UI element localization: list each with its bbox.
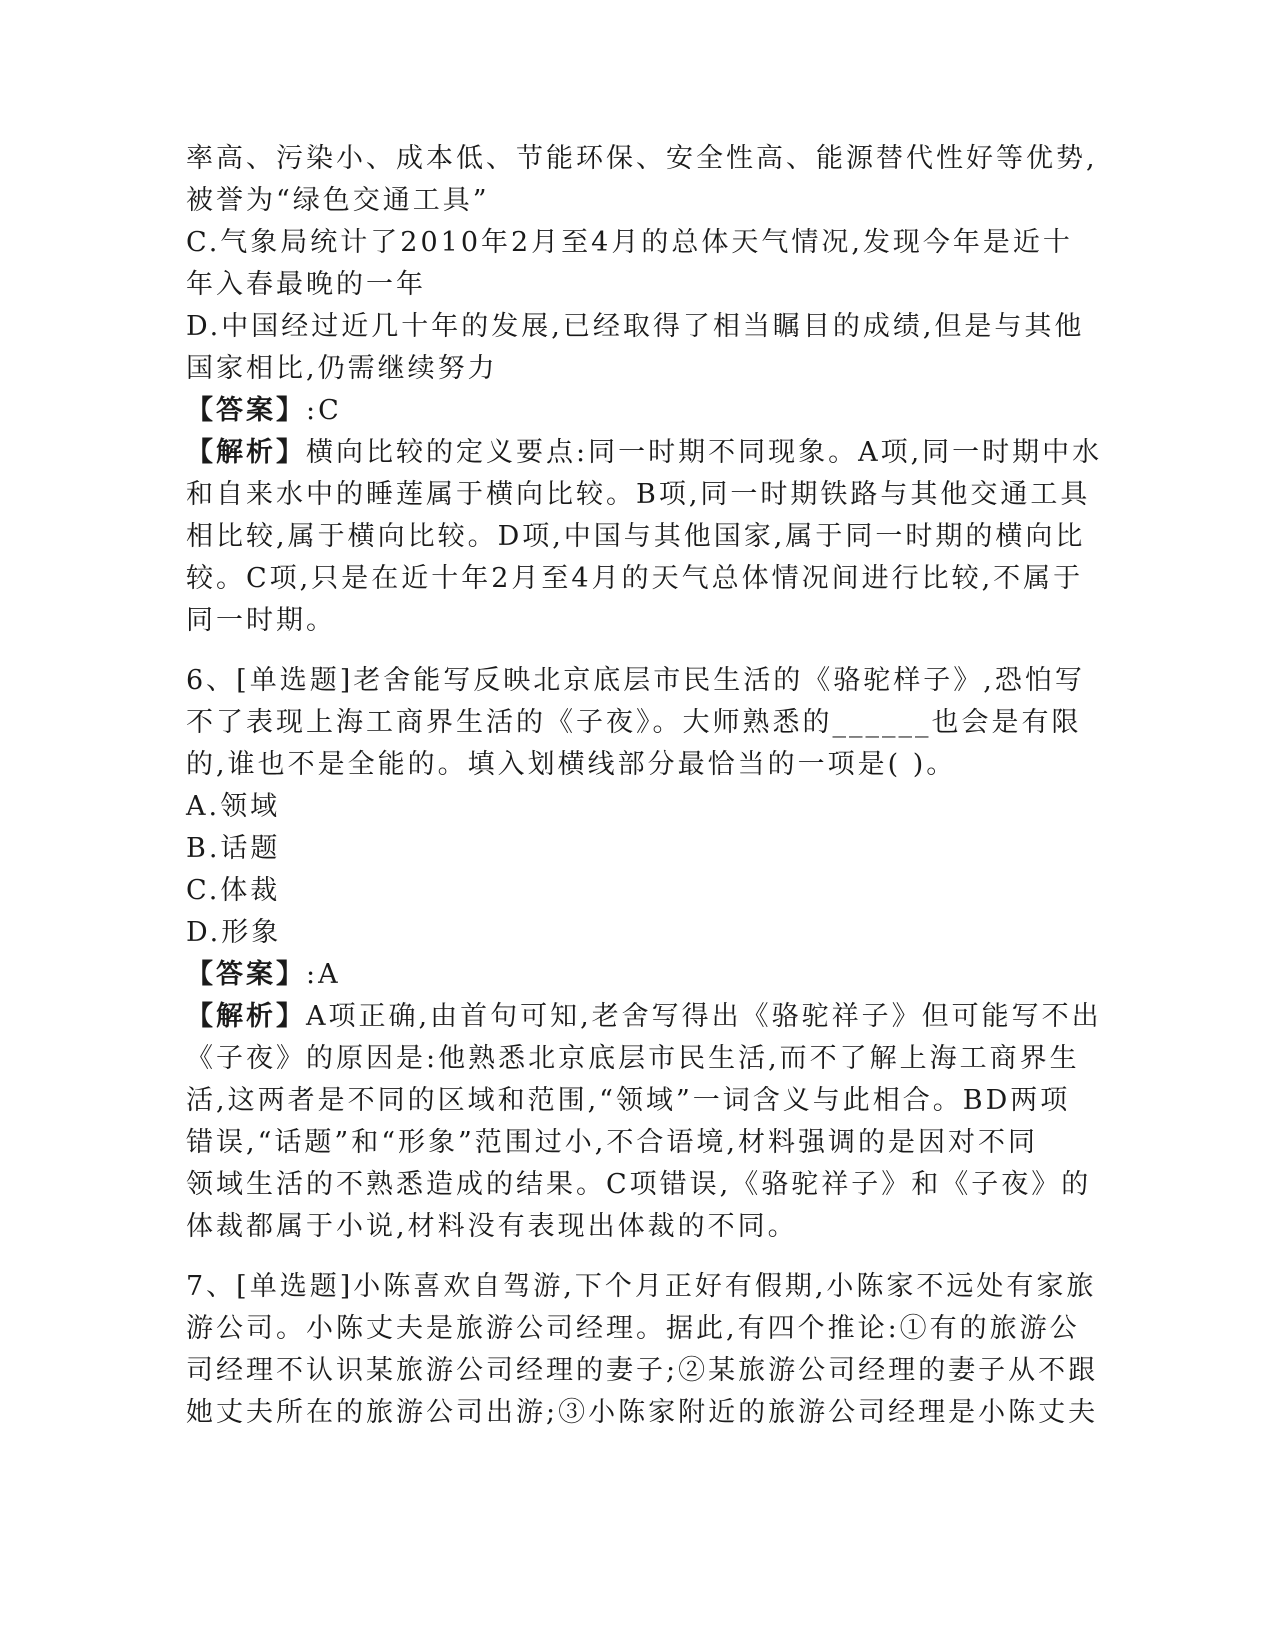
answer-line [186, 954, 1055, 996]
spacer [186, 1248, 1055, 1266]
option-c: C.体裁 [186, 875, 281, 906]
question-stem-line: 她丈夫所在的旅游公司出游;③小陈家附近的旅游公司经理是小陈丈夫 [186, 1397, 1099, 1428]
analysis-text: A项正确,由首句可知,老舍写得出《骆驼祥子》但可能写不出 [306, 1001, 1102, 1032]
option-c-line: 年入春最晚的一年 [186, 269, 426, 300]
analysis-line [186, 996, 1102, 1038]
analysis-line: 错误,“话题”和“形象”范围过小,不合语境,材料强调的是因对不同 [186, 1127, 1038, 1158]
answer-value: :A [306, 959, 341, 990]
question-stem-line: 的,谁也不是全能的。填入划横线部分最恰当的一项是( )。 [186, 749, 957, 780]
answer-line [186, 390, 1055, 432]
option-d: D.形象 [186, 917, 282, 948]
analysis-text: 横向比较的定义要点:同一时期不同现象。A项,同一时期中水 [306, 437, 1103, 468]
question-stem-line: 游公司。小陈丈夫是旅游公司经理。据此,有四个推论:①有的旅游公 [186, 1313, 1080, 1344]
question-stem-line: 7、[单选题]小陈喜欢自驾游,下个月正好有假期,小陈家不远处有家旅 [186, 1271, 1097, 1302]
answer-value: :C [306, 395, 342, 426]
answer-label: 【答案】 [186, 959, 306, 990]
analysis-label: 【解析】 [186, 437, 306, 468]
analysis-line: 领域生活的不熟悉造成的结果。C项错误,《骆驼祥子》和《子夜》的 [186, 1169, 1092, 1200]
analysis-line: 较。C项,只是在近十年2月至4月的天气总体情况间进行比较,不属于 [186, 563, 1084, 594]
option-d-line: D.中国经过近几十年的发展,已经取得了相当瞩目的成绩,但是与其他 [186, 311, 1085, 342]
option-c-line: C.气象局统计了2010年2月至4月的总体天气情况,发现今年是近十 [186, 227, 1073, 258]
question-stem-line: 司经理不认识某旅游公司经理的妻子;②某旅游公司经理的妻子从不跟 [186, 1355, 1099, 1386]
option-d-line: 国家相比,仍需继续努力 [186, 353, 498, 384]
analysis-line: 同一时期。 [186, 605, 336, 636]
analysis-line: 活,这两者是不同的区域和范围,“领域”一词含义与此相合。BD两项 [186, 1085, 1071, 1116]
analysis-line [186, 432, 1103, 474]
analysis-line: 和自来水中的睡莲属于横向比较。B项,同一时期铁路与其他交通工具 [186, 479, 1091, 510]
option-a: A.领域 [186, 791, 281, 822]
answer-label: 【答案】 [186, 395, 306, 426]
analysis-line: 体裁都属于小说,材料没有表现出体裁的不同。 [186, 1211, 798, 1242]
question-stem-line: 6、[单选题]老舍能写反映北京底层市民生活的《骆驼样子》,恐怕写 [186, 665, 1085, 696]
text-line: 被誉为“绿色交通工具” [186, 185, 490, 216]
question-stem-line: 不了表现上海工商界生活的《子夜》。大师熟悉的______也会是有限 [186, 707, 1082, 738]
option-b: B.话题 [186, 833, 281, 864]
spacer [186, 642, 1055, 660]
analysis-line: 相比较,属于横向比较。D项,中国与其他国家,属于同一时期的横向比 [186, 521, 1086, 552]
text-line: 率高、污染小、成本低、节能环保、安全性高、能源替代性好等优势, [186, 143, 1098, 174]
analysis-line: 《子夜》的原因是:他熟悉北京底层市民生活,而不了解上海工商界生 [186, 1043, 1080, 1074]
analysis-label: 【解析】 [186, 1001, 306, 1032]
